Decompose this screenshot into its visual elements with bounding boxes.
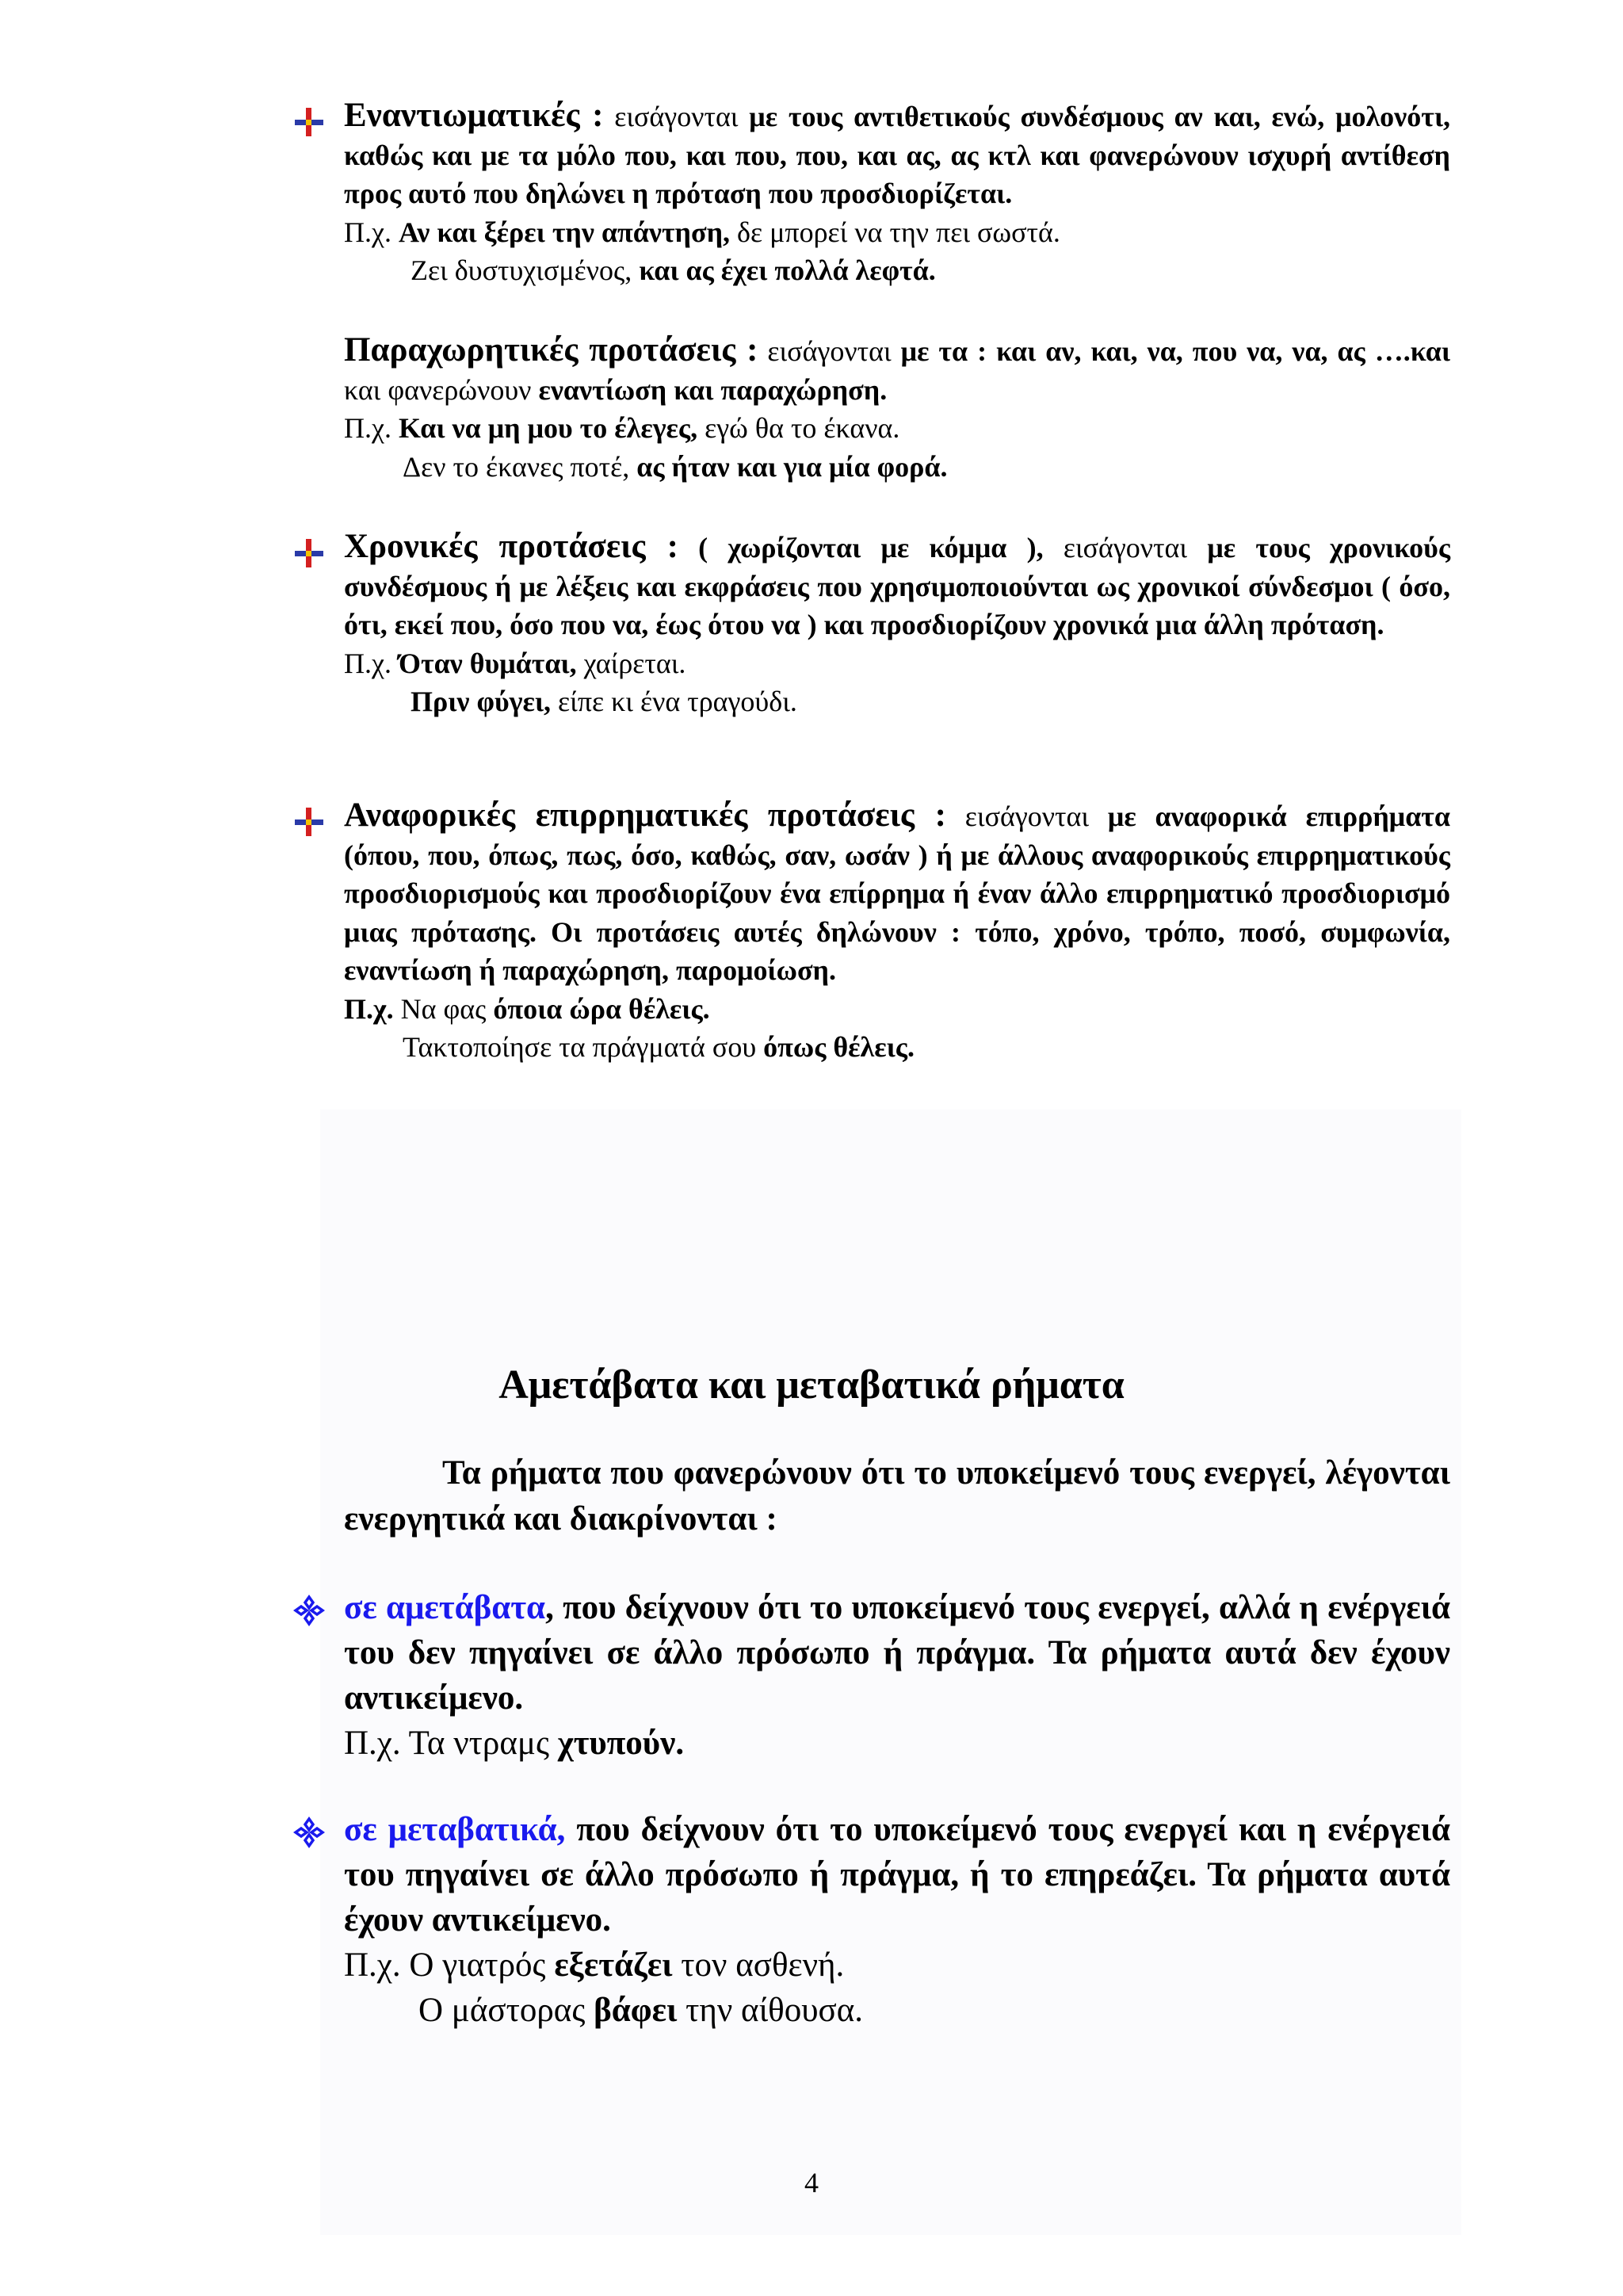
- section-anaforikes: [293, 797, 1450, 1067]
- section-text: και φανερώνουν: [344, 373, 539, 406]
- section-text-bold: με αναφορικά επιρρήματα (όπου, που, όπως, πως, όσο, καθώς, σαν, ωσάν ) ή με άλλους αναφορικούς επιρρηματικούς προσδιορισμούς και προσδιορίζουν ένα επίρρημα ή έναν άλλο επιρρηματικό προσδιορισμό μιας πρότασης. Οι προτάσεις αυτές δηλώνουν : τόπο, χρόνο, τρόπο, ποσό, συμφωνία, εναντίωση ή παραχώρηση, παρομοίωση.: [344, 800, 1450, 986]
- example-text: Π.χ. Ο γιατρός: [344, 1946, 555, 1984]
- example-line: [344, 409, 1450, 448]
- verb-type-term: σε μεταβατικά,: [344, 1811, 566, 1848]
- example-line: [344, 990, 1450, 1029]
- verb-type-text: , που δείχνουν ότι το υποκείμενό τους ενεργεί, αλλά η ενέργειά του δεν πηγαίνει σε άλλο πρόσωπο ή πράγμα. Τα ρήματα αυτά δεν έχουν αντικείμενο.: [344, 1589, 1450, 1717]
- example-prefix: Π.χ.: [344, 992, 394, 1025]
- example-line: [418, 1988, 1450, 2033]
- example-line: [344, 1721, 1450, 1766]
- example-bold: όποια ώρα θέλεις.: [493, 992, 710, 1025]
- example-prefix: Π.χ.: [344, 647, 399, 679]
- example-line: [403, 1028, 1450, 1067]
- section-heading: Αναφορικές επιρρηματικές προτάσεις :: [344, 797, 946, 834]
- example-line: [344, 1943, 1450, 1988]
- section-text: εισάγονται: [758, 335, 901, 367]
- plus-bullet-icon: [293, 106, 325, 138]
- example-text: Δεν το έκανες ποτέ,: [403, 450, 637, 483]
- section-text: εισάγονται: [1043, 532, 1208, 563]
- example-text: Ο μάστορας: [418, 1992, 594, 2029]
- section-chronikes: [293, 528, 1450, 721]
- example-text: Π.χ. Τα ντραμς: [344, 1725, 558, 1762]
- example-line: [411, 682, 1450, 721]
- section-text-bold: με τους αντιθετικούς συνδέσμους αν και, ενώ, μολονότι, καθώς και με τα μόλο που, και που, που, και ας, ας κτλ και φανερώνουν ισχυρή αντίθεση προς αυτό που δηλώνει η πρόταση που προσδιορίζεται.: [344, 101, 1451, 209]
- section-paragraph: [344, 97, 1450, 213]
- example-line: [344, 213, 1450, 252]
- example-line: [411, 251, 1450, 290]
- example-text: την αίθουσα.: [677, 1992, 863, 2029]
- example-text: Τακτοποίησε τα πράγματά σου: [403, 1031, 764, 1063]
- verb-type-term: σε αμετάβατα: [344, 1589, 546, 1626]
- diamond-bullet-icon: [293, 1817, 325, 1848]
- section-text: εισάγονται: [603, 101, 750, 132]
- section-paragraph: [344, 528, 1450, 644]
- example-text: δε μπορεί να την πει σωστά.: [730, 216, 1060, 248]
- example-text: είπε κι ένα τραγούδι.: [551, 686, 797, 717]
- section-text-bold: με τους χρονικούς συνδέσμους ή με λέξεις και εκφράσεις που χρησιμοποιούνται ως χρονικοί σύνδεσμοι ( όσο, ότι, εκεί που, όσο που να, έως ότου να ) και προσδιορίζουν χρονικά μια άλλη πρόταση.: [344, 532, 1451, 640]
- example-prefix: Π.χ.: [344, 216, 399, 248]
- section-paragraph: [344, 797, 1450, 990]
- page-number: 4: [804, 2167, 819, 2199]
- plus-bullet-icon: [293, 537, 325, 569]
- example-text: εγώ θα το έκανα.: [697, 412, 900, 444]
- section-heading: Παραχωρητικές προτάσεις :: [344, 331, 758, 369]
- example-bold: και ας έχει πολλά λεφτά.: [639, 254, 936, 286]
- plus-bullet-icon: [293, 806, 325, 838]
- example-text: Ζει δυστυχισμένος,: [411, 254, 640, 286]
- verb-type-text: που δείχνουν ότι το υποκείμενό τους ενεργεί και η ενέργειά του πηγαίνει σε άλλο πρόσωπο ή πράγμα, ή το επηρεάζει. Τα ρήματα αυτά έχουν αντικείμενο.: [344, 1811, 1450, 1939]
- section-text-bold: εναντίωση και παραχώρηση.: [538, 373, 888, 406]
- example-line: [403, 448, 1450, 487]
- example-bold: Όταν θυμάται,: [398, 647, 577, 679]
- section-enantiomatikes: [293, 97, 1450, 290]
- example-bold: Και να μη μου το έλεγες,: [398, 412, 698, 444]
- example-bold: Πριν φύγει,: [411, 686, 552, 717]
- section-heading: Χρονικές προτάσεις :: [344, 528, 678, 565]
- example-text: χαίρεται.: [576, 647, 686, 679]
- example-prefix: Π.χ.: [344, 412, 399, 444]
- section-text-bold: ( χωρίζονται με κόμμα ),: [678, 532, 1044, 563]
- diamond-bullet-icon: [293, 1595, 325, 1626]
- section-text: εισάγονται: [945, 800, 1108, 832]
- section-text-bold: με τα : και αν, και, να, που να, να, ας ….και: [900, 335, 1450, 367]
- intro-paragraph: Τα ρήματα που φανερώνουν ότι το υποκείμενό τους ενεργεί, λέγονται ενεργητικά και διακρίνονται :: [344, 1454, 1450, 1538]
- page-title: Αμετάβατα και μεταβατικά ρήματα: [498, 1362, 1125, 1408]
- section-heading: Εναντιωματικές :: [344, 97, 604, 134]
- example-bold: Αν και ξέρει την απάντηση,: [398, 216, 731, 248]
- example-text: Να φας: [393, 992, 494, 1025]
- verb-type-paragraph: [344, 1807, 1450, 1943]
- example-bold: όπως θέλεις.: [763, 1031, 915, 1063]
- example-bold: εξετάζει: [554, 1946, 673, 1984]
- example-bold: ας ήταν και για μία φορά.: [636, 450, 948, 483]
- example-line: [344, 644, 1450, 683]
- example-text: τον ασθενή.: [672, 1946, 845, 1984]
- verb-type-paragraph: [344, 1585, 1450, 1721]
- verb-type-ametavata: [293, 1585, 1450, 1766]
- section-parachoritikes: [293, 331, 1450, 486]
- section-paragraph: [344, 331, 1450, 409]
- example-bold: χτυπούν.: [557, 1725, 685, 1762]
- example-bold: βάφει: [594, 1992, 678, 2029]
- verb-type-metavatika: [293, 1807, 1450, 2033]
